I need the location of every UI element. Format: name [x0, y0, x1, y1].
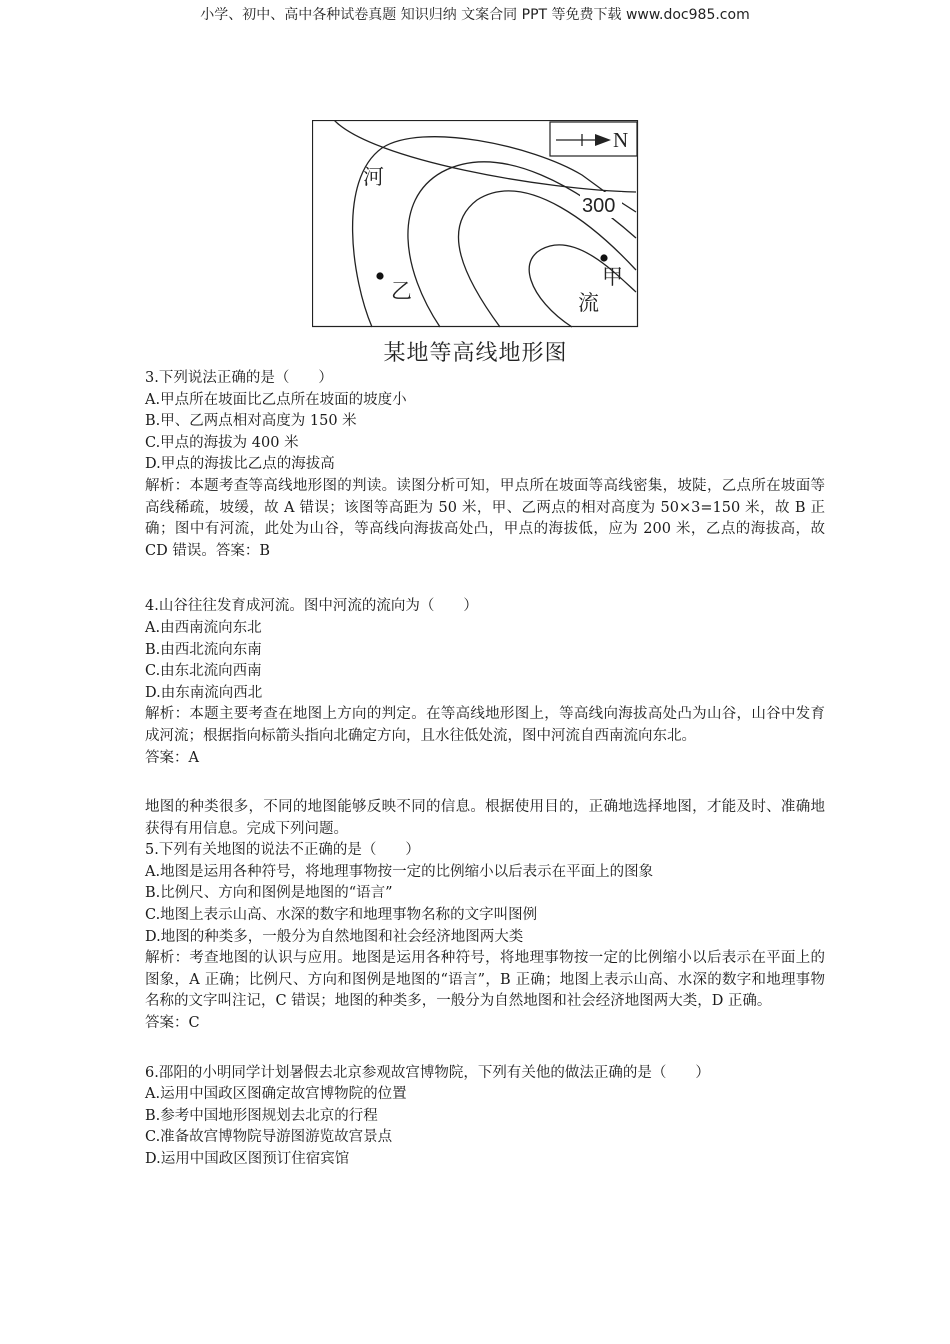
q6-option-a: A.运用中国政区图确定故宫博物院的位置 [145, 1086, 407, 1103]
q4-answer: 答案：A [145, 749, 199, 766]
contour-label-300: 300 [582, 195, 616, 217]
river-char-liu: 流 [578, 291, 599, 315]
q5-option-a: A.地图是运用各种符号，将地理事物按一定的比例缩小以后表示在平面上的图象 [145, 863, 654, 880]
q3-option-d: D.甲点的海拔比乙点的海拔高 [145, 456, 335, 473]
q4-stem: 4.山谷往往发育成河流。图中河流的流向为（ ） [145, 598, 478, 615]
q5-option-d: D.地图的种类多，一般分为自然地图和社会经济地图两大类 [145, 928, 524, 945]
q4-option-c: C.由东北流向西南 [145, 663, 262, 680]
q3-option-b: B.甲、乙两点相对高度为 150 米 [145, 413, 357, 430]
q3-stem: 3.下列说法正确的是（ ） [145, 370, 333, 386]
label-jia: 甲 [602, 265, 623, 289]
q4-option-d: D.由东南流向西北 [145, 684, 263, 701]
q6-option-b: B.参考中国地形图规划去北京的行程 [145, 1107, 378, 1124]
q3-analysis: 解析：本题考查等高线地形图的判读。读图分析可知，甲点所在坡面等高线密集，坡陡，乙点所在坡面等高线稀疏，坡缓，故 A 错误；该图等高距为 50 米，甲、乙两点的相对高度为 50×3=150 米，故 B 正确；图中有河流，此处为山谷，等高线向海拔高处凸，甲点的海拔低，应为 200 米，乙点的海拔高，故 CD 错误。答案：B [145, 477, 825, 559]
exam-content [145, 368, 825, 1171]
q4-option-a: A.由西南流向东北 [145, 619, 262, 636]
q5-answer: 答案：C [145, 1015, 200, 1032]
q4-analysis: 解析：本题主要考查在地图上方向的判定。在等高线地形图上，等高线向海拔高处凸为山谷，山谷中发育成河流；根据指向标箭头指向北确定方向，且水往低处流，图中河流自西南流向东北。 [145, 706, 825, 744]
q5-analysis: 解析：考查地图的认识与应用。地图是运用各种符号，将地理事物按一定的比例缩小以后表示在平面上的图象，A 正确；比例尺、方向和图例是地图的“语言”，B 正确；地图上表示山高、水深的数字和地理事物名称的文字叫注记，C 错误；地图的种类多，一般分为自然地图和社会经济地图两大类，D 正确。 [145, 950, 825, 1010]
river-char-he: 河 [363, 165, 384, 189]
label-yi: 乙 [391, 279, 412, 303]
q4-option-b: B.由西北流向东南 [145, 641, 262, 658]
figure-caption: 某地等高线地形图 [383, 341, 568, 366]
q3-option-a: A.甲点所在坡面比乙点所在坡面的坡度小 [145, 391, 407, 408]
q5-option-c: C.地图上表示山高、水深的数字和地理事物名称的文字叫图例 [145, 907, 538, 924]
contour-map [312, 120, 639, 328]
north-label: N [613, 128, 629, 152]
q6-stem: 6.邵阳的小明同学计划暑假去北京参观故宫博物院，下列有关他的做法正确的是（ ） [145, 1064, 710, 1081]
q3-option-c: C.甲点的海拔为 400 米 [145, 434, 299, 451]
q6-option-d: D.运用中国政区图预订住宿宾馆 [145, 1151, 350, 1167]
point-yi-marker [376, 272, 383, 279]
q6-option-c: C.准备故宫博物院导游图游览故宫景点 [145, 1129, 393, 1146]
intro-paragraph: 地图的种类很多，不同的地图能够反映不同的信息。根据使用目的，正确地选择地图，才能及时、准确地获得有用信息。完成下列问题。 [145, 799, 825, 837]
q5-option-b: B.比例尺、方向和图例是地图的“语言” [145, 885, 393, 902]
point-jia-marker [600, 254, 607, 261]
contour-map-figure [312, 120, 639, 328]
page-header: 小学、初中、高中各种试卷真题 知识归纳 文案合同 PPT 等免费下载 www.doc985.com [200, 7, 750, 23]
q5-stem: 5.下列有关地图的说法不正确的是（ ） [145, 842, 420, 859]
